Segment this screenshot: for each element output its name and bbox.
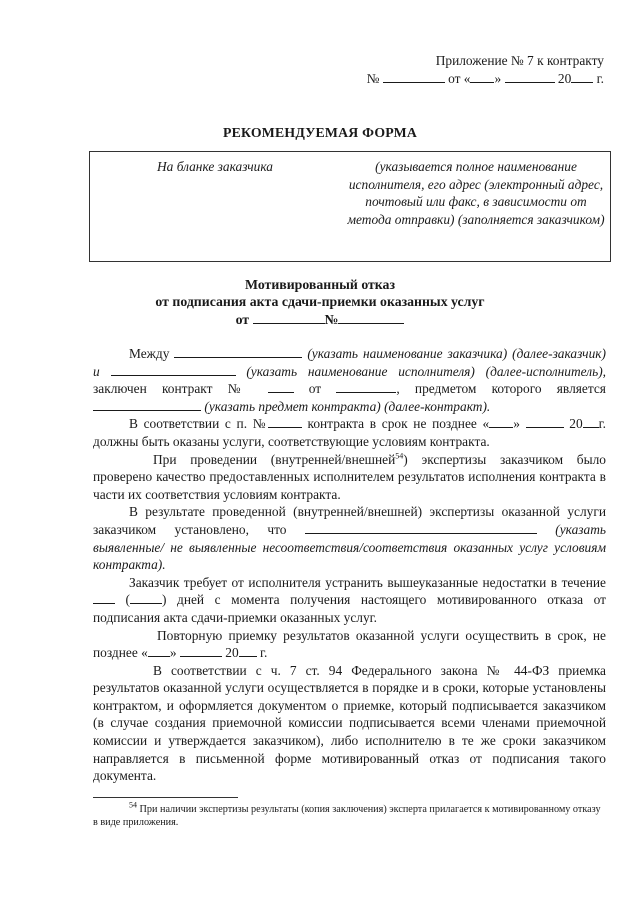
header-box [89, 151, 611, 262]
document-title: Мотивированный отказ от подписания акта сдачи-приемки оказанных услуг от № [155, 277, 485, 327]
appendix-line1: Приложение № 7 к контракту [435, 53, 604, 68]
appendix-header [367, 52, 604, 88]
title-number-blank [338, 311, 404, 324]
document-body [93, 345, 606, 785]
contractor-info-placeholder: (указывается полное наименование исполнителя, его адрес (электронный адрес, почтовый или факс, в зависимости от метода отправки) (заполняется заказчиком) [347, 159, 605, 227]
paragraph-result: В результате проведенной (внутренней/внешней) экспертизы оказанной услуги заказчиком установлено, что (указать выявленные/ не выявленные несоответствия/соответствия оказанных услуг условиям контракта). [93, 504, 606, 573]
footnote-ref: 54 [395, 451, 404, 461]
form-title: РЕКОМЕНДУЕМАЯ ФОРМА [222, 125, 418, 140]
year-blank [571, 70, 593, 83]
customer-letterhead-label: На бланке заказчика [157, 159, 273, 174]
title-date-blank [253, 311, 325, 324]
day-blank [470, 70, 494, 83]
paragraph-law-reference: В соответствии с ч. 7 ст. 94 Федерального закона № 44-ФЗ приемка результатов оказанной услуги осуществляется в порядке и в сроки, которые установлены контрактом, и оформляется документом о приемке, который подписывается заказчиком (в случае создания приемочной комиссии подписывается всеми членами приемочной комиссии и утверждается заказчиком), либо исполнителю в те же сроки заказчиком направляется в письменной форме мотивированный отказ от подписания такого документа. [93, 662, 606, 784]
contract-number-blank [383, 70, 445, 83]
footnote-separator [93, 797, 238, 798]
paragraph-expertise: При проведении (внутренней/внешней$^{54}$) экспертизы заказчиком было проверено качество предоставленных исполнителем результатов исполнения контракта в части их соответствия условиям контракта. [93, 451, 606, 502]
appendix-line2: № от « » 20 г. [366, 71, 604, 86]
footnote-mark: 54 [129, 800, 137, 810]
paragraph-reacceptance: Повторную приемку результатов оказанной услуги осуществить в срок, не позднее « » 20 г. [93, 627, 606, 661]
month-blank [505, 70, 555, 83]
paragraph-deadline: В соответствии с п. № контракта в срок не позднее « » 20 г. должны быть оказаны услуги, соответствующие условиям контракта. [93, 416, 606, 449]
paragraph-parties: Между (указать наименование заказчика) (далее-заказчик) и (указать наименование исполнителя) (далее-исполнитель), заключен контракт № от , предметом которого является (указать предмет контракта) (далее-контракт). [93, 346, 607, 414]
paragraph-requirement: Заказчик требует от исполнителя устранить вышеуказанные недостатки в течение ( ) дней с момента получения настоящего мотивированного отказа от подписания акта сдачи-приемки оказанных услуг. [93, 574, 606, 625]
footnote: $^{54}$ При наличии экспертизы результаты (копия заключения) эксперта прилагается к мотивированному отказу в виде приложения. [93, 800, 601, 829]
